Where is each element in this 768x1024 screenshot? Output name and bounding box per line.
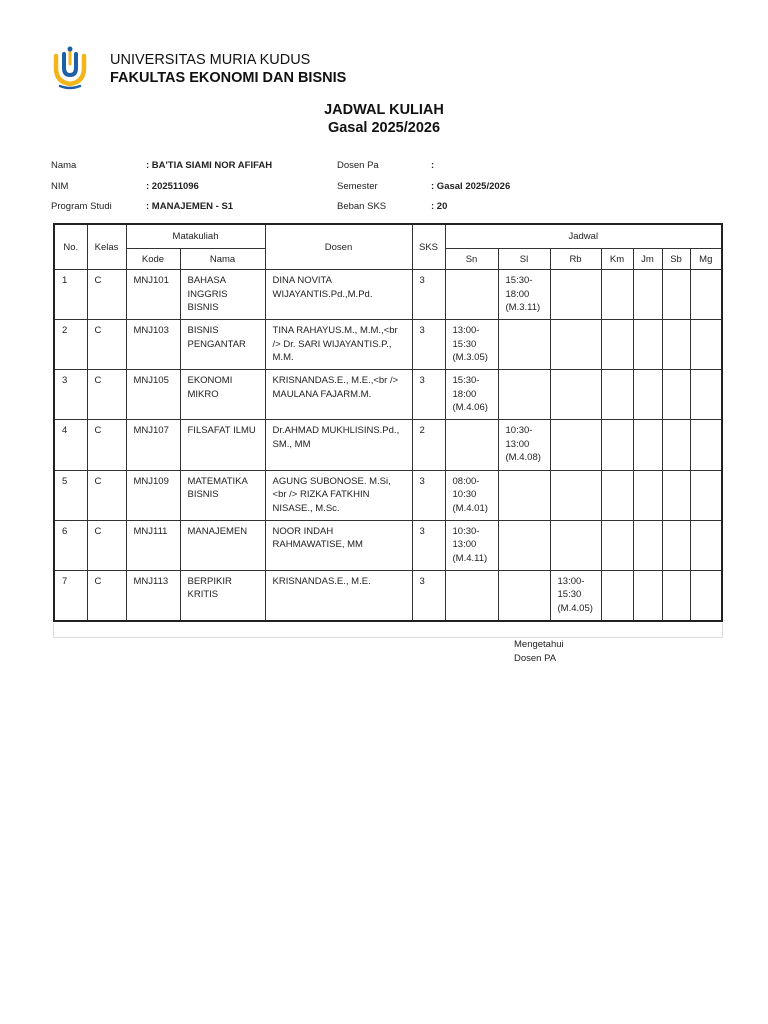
cell-dosen: AGUNG SUBONOSE. M.Si,<br /> RIZKA FATKHIN NISASE., M.Sc. — [265, 470, 412, 520]
nim-value-text: : 202511096 — [146, 181, 199, 192]
cell-nama: BISNIS PENGANTAR — [180, 320, 265, 370]
cell-kode: MNJ101 — [126, 270, 180, 320]
cell-day-sb — [662, 570, 690, 621]
header-jadwal: Jadwal — [445, 224, 722, 249]
cell-day-jm — [633, 270, 662, 320]
cell-day-sn: 08:00-10:30 (M.4.01) — [445, 470, 498, 520]
cell-sks: 3 — [412, 270, 445, 320]
header-kelas: Kelas — [87, 224, 126, 270]
cell-kelas: C — [87, 570, 126, 621]
cell-kode: MNJ103 — [126, 320, 180, 370]
university-name: UNIVERSITAS MURIA KUDUS — [110, 52, 311, 68]
beban-sks-value-text: : 20 — [431, 201, 448, 212]
cell-nama: FILSAFAT ILMU — [180, 420, 265, 470]
signature-line2: Dosen PA — [514, 653, 557, 664]
cell-dosen: KRISNANDAS.E., M.E. — [265, 570, 412, 621]
cell-day-sl: 15:30-18:00 (M.3.11) — [498, 270, 550, 320]
cell-day-sl — [498, 570, 550, 621]
cell-dosen: KRISNANDAS.E., M.E.,<br /> MAULANA FAJARM.M. — [265, 370, 412, 420]
cell-nama: EKONOMI MIKRO — [180, 370, 265, 420]
faculty-name: FAKULTAS EKONOMI DAN BISNIS — [110, 70, 347, 86]
cell-no: 5 — [54, 470, 87, 520]
cell-nama: BAHASA INGGRIS BISNIS — [180, 270, 265, 320]
cell-day-jm — [633, 570, 662, 621]
table-row — [54, 270, 722, 320]
table-row — [54, 570, 722, 621]
table-row — [54, 470, 722, 520]
cell-sks: 2 — [412, 420, 445, 470]
semester-label: Semester — [337, 181, 378, 192]
cell-sks: 3 — [412, 570, 445, 621]
nama-value — [146, 160, 272, 171]
university-logo-icon — [50, 46, 90, 90]
cell-kelas: C — [87, 520, 126, 570]
header-dosen: Dosen — [265, 224, 412, 270]
semester-value — [431, 181, 510, 192]
cell-sks: 3 — [412, 320, 445, 370]
cell-day-sl — [498, 520, 550, 570]
cell-day-km — [601, 520, 633, 570]
header-day-km: Km — [601, 249, 633, 270]
cell-day-jm — [633, 520, 662, 570]
cell-day-sb — [662, 520, 690, 570]
cell-day-sn — [445, 270, 498, 320]
cell-day-km — [601, 320, 633, 370]
cell-day-sn: 15:30-18:00 (M.4.06) — [445, 370, 498, 420]
cell-day-jm — [633, 370, 662, 420]
title-line1: JADWAL KULIAH — [324, 102, 444, 118]
cell-dosen: NOOR INDAH RAHMAWATISE, MM — [265, 520, 412, 570]
table-footer-strip — [53, 623, 723, 638]
cell-kode: MNJ105 — [126, 370, 180, 420]
header-day-sl: Sl — [498, 249, 550, 270]
cell-kode: MNJ109 — [126, 470, 180, 520]
table-row — [54, 320, 722, 370]
cell-day-mg — [690, 270, 722, 320]
header-no: No. — [54, 224, 87, 270]
semester-value-text: : Gasal 2025/2026 — [431, 181, 511, 192]
cell-day-km — [601, 270, 633, 320]
cell-day-rb — [550, 320, 601, 370]
cell-no: 7 — [54, 570, 87, 621]
dosen-pa-value-text: : — [431, 160, 435, 171]
cell-day-sn: 13:00-15:30 (M.3.05) — [445, 320, 498, 370]
signature-block — [514, 638, 564, 666]
cell-day-jm — [633, 420, 662, 470]
page-title — [0, 101, 768, 137]
dosen-pa-value — [431, 160, 434, 171]
nim-label: NIM — [51, 181, 69, 192]
cell-day-sl — [498, 320, 550, 370]
cell-day-rb — [550, 420, 601, 470]
prodi-value — [146, 201, 233, 212]
cell-kelas: C — [87, 370, 126, 420]
cell-day-jm — [633, 470, 662, 520]
header-nama: Nama — [180, 249, 265, 270]
cell-no: 2 — [54, 320, 87, 370]
cell-sks: 3 — [412, 470, 445, 520]
cell-day-rb — [550, 370, 601, 420]
header-day-jm: Jm — [633, 249, 662, 270]
table-row — [54, 420, 722, 470]
header-sks: SKS — [412, 224, 445, 270]
cell-kelas: C — [87, 420, 126, 470]
nama-value-text: : BA'TIA SIAMI NOR AFIFAH — [146, 160, 273, 171]
cell-day-mg — [690, 470, 722, 520]
nim-value — [146, 181, 199, 192]
cell-day-km — [601, 570, 633, 621]
cell-day-sb — [662, 470, 690, 520]
header-day-rb: Rb — [550, 249, 601, 270]
cell-nama: BERPIKIR KRITIS — [180, 570, 265, 621]
nama-label: Nama — [51, 160, 77, 171]
cell-day-mg — [690, 570, 722, 621]
cell-day-mg — [690, 520, 722, 570]
cell-day-jm — [633, 320, 662, 370]
cell-day-rb: 13:00-15:30 (M.4.05) — [550, 570, 601, 621]
cell-day-sl — [498, 370, 550, 420]
cell-dosen: TINA RAHAYUS.M., M.M.,<br /> Dr. SARI WIJAYANTIS.P., M.M. — [265, 320, 412, 370]
cell-kelas: C — [87, 270, 126, 320]
prodi-value-text: : MANAJEMEN - S1 — [146, 201, 234, 212]
header-kode: Kode — [126, 249, 180, 270]
cell-kelas: C — [87, 320, 126, 370]
title-line2: Gasal 2025/2026 — [327, 120, 441, 136]
beban-sks-label: Beban SKS — [337, 201, 387, 212]
cell-kode: MNJ107 — [126, 420, 180, 470]
cell-kode: MNJ111 — [126, 520, 180, 570]
header-day-mg: Mg — [690, 249, 722, 270]
prodi-label: Program Studi — [51, 201, 112, 212]
header-day-sb: Sb — [662, 249, 690, 270]
cell-day-rb — [550, 270, 601, 320]
table-row — [54, 370, 722, 420]
cell-no: 6 — [54, 520, 87, 570]
cell-day-rb — [550, 520, 601, 570]
cell-day-km — [601, 420, 633, 470]
table-row — [54, 520, 722, 570]
header-day-sn: Sn — [445, 249, 498, 270]
cell-day-sn: 10:30-13:00 (M.4.11) — [445, 520, 498, 570]
cell-nama: MANAJEMEN — [180, 520, 265, 570]
institution-header — [110, 51, 346, 87]
cell-no: 3 — [54, 370, 87, 420]
cell-day-km — [601, 470, 633, 520]
cell-day-sb — [662, 270, 690, 320]
cell-dosen: DINA NOVITA WIJAYANTIS.Pd.,M.Pd. — [265, 270, 412, 320]
cell-kode: MNJ113 — [126, 570, 180, 621]
cell-day-sb — [662, 370, 690, 420]
cell-no: 1 — [54, 270, 87, 320]
cell-nama: MATEMATIKA BISNIS — [180, 470, 265, 520]
cell-day-sl — [498, 470, 550, 520]
dosen-pa-label: Dosen Pa — [337, 160, 379, 171]
cell-day-sb — [662, 420, 690, 470]
cell-day-sb — [662, 320, 690, 370]
header-matakuliah: Matakuliah — [126, 224, 265, 249]
cell-day-mg — [690, 420, 722, 470]
cell-kelas: C — [87, 470, 126, 520]
cell-no: 4 — [54, 420, 87, 470]
cell-day-sn — [445, 420, 498, 470]
cell-day-sl: 10:30-13:00 (M.4.08) — [498, 420, 550, 470]
signature-line1: Mengetahui — [514, 639, 564, 650]
cell-dosen: Dr.AHMAD MUKHLISINS.Pd., SM., MM — [265, 420, 412, 470]
schedule-table — [53, 223, 723, 622]
cell-day-rb — [550, 470, 601, 520]
cell-sks: 3 — [412, 370, 445, 420]
cell-day-km — [601, 370, 633, 420]
cell-day-sn — [445, 570, 498, 621]
beban-sks-value — [431, 201, 447, 212]
cell-sks: 3 — [412, 520, 445, 570]
cell-day-mg — [690, 320, 722, 370]
cell-day-mg — [690, 370, 722, 420]
